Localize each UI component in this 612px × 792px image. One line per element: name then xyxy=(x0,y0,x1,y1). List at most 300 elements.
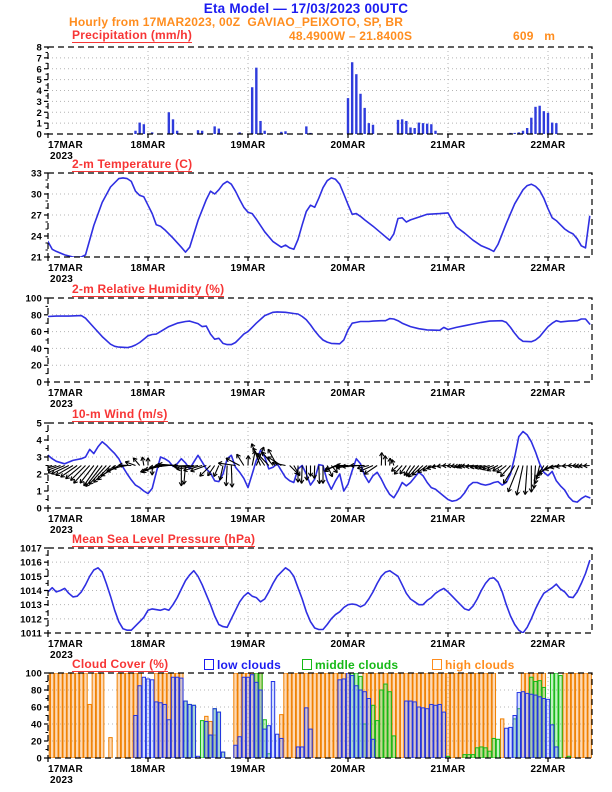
low-cloud-bar xyxy=(213,709,216,758)
rh_2m-line xyxy=(48,312,590,348)
y-tick-label: 100 xyxy=(25,293,42,305)
middle-cloud-bar xyxy=(496,739,499,758)
precip-bar xyxy=(363,108,365,134)
high-cloud-bar xyxy=(117,673,120,758)
high-cloud-bar xyxy=(575,673,578,758)
low-cloud-bar xyxy=(155,702,158,758)
y-tick-label: 1 xyxy=(36,118,42,130)
precip-bar xyxy=(168,112,170,134)
wind-arrow xyxy=(534,466,536,489)
high-cloud-bar xyxy=(488,673,491,758)
x-tick-label: 21MAR xyxy=(430,263,466,274)
precip-bar xyxy=(434,131,436,134)
wind-arrow xyxy=(525,466,527,495)
y-tick-label: 1011 xyxy=(20,628,42,640)
x-tick-label: 22MAR xyxy=(530,764,566,775)
low-cloud-bar xyxy=(192,705,195,758)
x-tick-label: 18MAR xyxy=(130,514,166,525)
middle-cloud-bar xyxy=(492,738,495,758)
y-tick-label: 1 xyxy=(36,486,42,498)
middle-cloud-bar xyxy=(388,692,391,758)
plot-border xyxy=(48,298,592,382)
y-tick-label: 5 xyxy=(36,418,42,430)
precip-bar xyxy=(259,121,261,134)
y-tick-label: 1013 xyxy=(20,600,42,612)
low-cloud-bar xyxy=(509,727,512,758)
precip-bar xyxy=(143,124,145,134)
high-cloud-bar xyxy=(63,673,66,758)
y-tick-label: 27 xyxy=(31,210,42,222)
x-tick-label: 17MAR xyxy=(48,140,83,151)
low-cloud-bar xyxy=(205,721,208,758)
wind-arrow-head xyxy=(264,447,265,451)
x-tick-label: 19MAR xyxy=(230,140,266,151)
low-cloud-bar xyxy=(242,677,245,758)
x-tick-label: 20MAR xyxy=(330,514,366,525)
high-cloud-bar xyxy=(75,673,78,758)
low-cloud-bar xyxy=(421,708,424,758)
x-tick-label: 21MAR xyxy=(430,140,466,151)
x-tick-label: 17MAR xyxy=(48,514,83,525)
y-tick-label: 33 xyxy=(31,168,42,180)
x-year-label: 2023 xyxy=(50,399,74,410)
x-tick-label: 17MAR xyxy=(48,639,83,650)
x-tick-label: 21MAR xyxy=(430,388,466,399)
temperature_2m-line xyxy=(48,178,590,257)
y-tick-label: 80 xyxy=(31,685,42,697)
mslp-line xyxy=(48,561,590,633)
panel-title-temperature: 2-m Temperature (C) xyxy=(72,157,193,171)
y-tick-label: 1015 xyxy=(20,571,42,583)
x-tick-label: 22MAR xyxy=(530,639,566,650)
y-tick-label: 100 xyxy=(25,668,42,680)
low-cloud-bar xyxy=(280,738,283,758)
precip-bar xyxy=(547,113,549,134)
high-cloud-bar xyxy=(55,673,58,758)
middle-cloud-bar xyxy=(380,690,383,758)
low-cloud-bar xyxy=(338,680,341,758)
x-tick-label: 22MAR xyxy=(530,514,566,525)
x-year-label: 2023 xyxy=(50,151,74,162)
precip-bar xyxy=(218,129,220,134)
low-cloud-bar xyxy=(525,693,528,758)
panel-title-wind: 10-m Wind (m/s) xyxy=(72,407,168,421)
precip-bar xyxy=(430,124,432,134)
middle-cloud-bar xyxy=(484,748,487,758)
low-cloud-bar xyxy=(405,701,408,758)
low-cloud-bar xyxy=(159,703,162,758)
high-cloud-bar xyxy=(455,673,458,758)
y-tick-label: 80 xyxy=(31,310,42,322)
station-coordinates: 48.4900W – 21.8400S xyxy=(289,29,413,43)
panel-title-precipitation: Precipitation (mm/h) xyxy=(72,28,193,42)
low-cloud-bar xyxy=(234,745,237,758)
wind-arrow-head xyxy=(218,462,222,464)
high-cloud-bar xyxy=(130,673,133,758)
y-tick-label: 40 xyxy=(31,719,42,731)
x-year-label: 2023 xyxy=(50,274,74,285)
x-tick-label: 19MAR xyxy=(230,764,266,775)
low-cloud-bar xyxy=(346,673,349,758)
precip-bar xyxy=(359,94,361,134)
precip-bar xyxy=(138,123,140,134)
legend-high-clouds xyxy=(432,659,515,671)
wind-arrow-head xyxy=(27,469,31,470)
low-cloud-bar xyxy=(275,734,278,758)
high-cloud-bar xyxy=(125,673,128,758)
high-cloud-bar xyxy=(100,673,103,758)
low-cloud-bar xyxy=(367,699,370,759)
high-cloud-bar xyxy=(396,673,399,758)
panel-title-humidity: 2-m Relative Humidity (%) xyxy=(72,282,225,296)
x-tick-label: 17MAR xyxy=(48,764,83,775)
wind-arrow xyxy=(226,466,227,486)
x-year-label: 2023 xyxy=(50,525,74,536)
wind-arrow-head xyxy=(125,461,129,462)
x-tick-label: 20MAR xyxy=(330,639,366,650)
high-cloud-bar xyxy=(450,673,453,758)
y-tick-label: 3 xyxy=(36,96,42,108)
y-tick-label: 60 xyxy=(31,702,42,714)
low-cloud-bar xyxy=(150,680,153,758)
high-cloud-bar xyxy=(500,719,503,758)
x-tick-label: 19MAR xyxy=(230,639,266,650)
precip-bar xyxy=(418,123,420,134)
middle-cloud-bar xyxy=(480,747,483,758)
low-clouds-swatch-icon xyxy=(204,659,214,670)
precip-bar xyxy=(368,123,370,134)
low-cloud-bar xyxy=(417,707,420,758)
high-cloud-bar xyxy=(467,673,470,758)
low-cloud-bar xyxy=(342,679,345,758)
high-cloud-bar xyxy=(580,673,583,758)
y-tick-label: 24 xyxy=(31,231,42,243)
precip-bar xyxy=(538,106,540,134)
high-cloud-bar xyxy=(96,673,99,758)
high-cloud-bar xyxy=(484,673,487,758)
y-tick-label: 30 xyxy=(31,189,42,201)
x-tick-label: 18MAR xyxy=(130,388,166,399)
high-cloud-bar xyxy=(446,673,449,758)
low-cloud-bar xyxy=(296,747,299,758)
wind-arrow xyxy=(508,466,519,492)
low-cloud-bar xyxy=(142,677,145,758)
panel-title-pressure: Mean Sea Level Pressure (hPa) xyxy=(72,532,256,546)
wind-arrow-head xyxy=(32,467,35,470)
y-tick-label: 6 xyxy=(36,64,42,76)
high-clouds-swatch-icon xyxy=(432,659,442,670)
high-cloud-bar xyxy=(313,673,316,758)
precip-bar xyxy=(405,121,407,134)
low-cloud-bar xyxy=(134,716,137,759)
y-tick-label: 1016 xyxy=(20,557,42,569)
high-cloud-bar xyxy=(284,673,287,758)
precip-bar xyxy=(134,131,136,134)
y-tick-label: 60 xyxy=(31,327,42,339)
low-cloud-bar xyxy=(542,699,545,759)
high-cloud-bar xyxy=(588,673,591,758)
low-cloud-bar xyxy=(309,729,312,758)
panel-title-cloud-cover: Cloud Cover (%) xyxy=(72,657,169,671)
low-cloud-bar xyxy=(413,702,416,758)
low-cloud-bar xyxy=(363,692,366,758)
low-cloud-bar xyxy=(513,716,516,759)
low-cloud-bar xyxy=(550,725,553,758)
precip-bar xyxy=(213,126,215,134)
high-cloud-bar xyxy=(84,673,87,758)
y-tick-label: 5 xyxy=(36,75,42,87)
low-cloud-bar xyxy=(146,679,149,758)
precip-bar xyxy=(397,120,399,134)
high-cloud-bar xyxy=(471,673,474,758)
y-tick-label: 20 xyxy=(31,360,42,372)
low-cloud-bar xyxy=(305,708,308,758)
low-cloud-bar xyxy=(167,720,170,758)
high-cloud-bar xyxy=(292,673,295,758)
middle-cloud-bar xyxy=(471,755,474,758)
low-cloud-bar xyxy=(555,747,558,758)
low-cloud-bar xyxy=(188,704,191,758)
precip-bar xyxy=(551,123,553,134)
low-cloud-bar xyxy=(359,690,362,758)
y-tick-label: 4 xyxy=(36,86,42,97)
low-cloud-bar xyxy=(434,705,437,758)
y-tick-label: 0 xyxy=(36,377,42,389)
y-tick-label: 40 xyxy=(31,343,42,355)
middle-cloud-bar xyxy=(392,736,395,758)
low-cloud-bar xyxy=(534,695,537,758)
wind-arrow-head xyxy=(515,491,516,495)
low-cloud-bar xyxy=(171,677,174,758)
high-cloud-bar xyxy=(121,673,124,758)
precip-bar xyxy=(305,126,307,134)
x-tick-label: 21MAR xyxy=(430,764,466,775)
middle-cloud-bar xyxy=(384,684,387,758)
precip-bar xyxy=(372,125,374,134)
x-tick-label: 22MAR xyxy=(530,140,566,151)
x-tick-label: 21MAR xyxy=(430,514,466,525)
high-cloud-bar xyxy=(567,673,570,758)
x-year-label: 2023 xyxy=(50,650,74,661)
y-tick-label: 8 xyxy=(36,42,42,54)
wind-arrow xyxy=(319,466,320,484)
y-tick-label: 0 xyxy=(36,503,42,515)
y-tick-label: 1012 xyxy=(20,614,42,626)
high-cloud-bar xyxy=(296,673,299,758)
wind-arrow xyxy=(302,466,303,484)
wind-arrow xyxy=(306,466,307,481)
legend-middle-clouds xyxy=(302,659,398,671)
low-cloud-bar xyxy=(255,682,258,758)
legend-low-clouds xyxy=(204,659,281,671)
wind-arrow-head xyxy=(508,488,509,492)
y-tick-label: 7 xyxy=(36,53,42,65)
high-cloud-bar xyxy=(571,673,574,758)
low-cloud-bar xyxy=(238,737,241,758)
legend-low-clouds-label: low clouds xyxy=(217,658,282,672)
x-year-label: 2023 xyxy=(50,775,74,786)
x-tick-label: 22MAR xyxy=(530,263,566,274)
y-tick-label: 2 xyxy=(36,469,42,481)
low-cloud-bar xyxy=(221,752,224,758)
high-cloud-bar xyxy=(88,704,91,758)
high-cloud-bar xyxy=(325,673,328,758)
wind-arrow-head xyxy=(86,482,87,486)
precip-bar xyxy=(251,87,253,134)
precip-bar xyxy=(401,119,403,134)
low-cloud-bar xyxy=(355,686,358,758)
precip-bar xyxy=(426,124,428,134)
low-cloud-bar xyxy=(430,704,433,758)
high-cloud-bar xyxy=(288,673,291,758)
low-cloud-bar xyxy=(538,697,541,758)
y-tick-label: 1017 xyxy=(20,543,42,555)
run-subtitle: Hourly from 17MAR2023, 00Z GAVIAO_PEIXOTO, SP, BR xyxy=(69,15,404,29)
middle-clouds-swatch-icon xyxy=(302,659,312,670)
high-cloud-bar xyxy=(71,673,74,758)
low-cloud-bar xyxy=(209,735,212,758)
x-tick-label: 18MAR xyxy=(130,140,166,151)
wind-arrow-head xyxy=(400,470,401,474)
wind-arrow-head xyxy=(80,479,81,483)
low-cloud-bar xyxy=(300,747,303,758)
low-cloud-bar xyxy=(267,726,270,758)
low-cloud-bar xyxy=(530,694,533,758)
high-cloud-bar xyxy=(321,673,324,758)
low-cloud-bar xyxy=(184,701,187,758)
high-cloud-bar xyxy=(50,673,53,758)
x-tick-label: 21MAR xyxy=(430,639,466,650)
low-cloud-bar xyxy=(217,712,220,758)
station-elevation: 609 m xyxy=(513,29,556,43)
wind-arrow-head xyxy=(219,476,220,480)
wind-arrow xyxy=(231,466,232,488)
low-cloud-bar xyxy=(246,677,249,758)
low-cloud-bar xyxy=(521,692,524,758)
high-cloud-bar xyxy=(459,673,462,758)
precip-bar xyxy=(413,128,415,134)
low-cloud-bar xyxy=(175,677,178,758)
x-tick-label: 20MAR xyxy=(330,263,366,274)
low-cloud-bar xyxy=(371,739,374,758)
high-cloud-bar xyxy=(475,673,478,758)
low-cloud-bar xyxy=(546,699,549,758)
high-cloud-bar xyxy=(92,673,95,758)
x-tick-label: 18MAR xyxy=(130,764,166,775)
wind-arrow-head xyxy=(43,472,47,473)
x-tick-label: 22MAR xyxy=(530,388,566,399)
high-cloud-bar xyxy=(109,738,112,758)
x-tick-label: 20MAR xyxy=(330,764,366,775)
y-tick-label: 21 xyxy=(31,252,42,264)
middle-cloud-bar xyxy=(488,751,491,758)
low-cloud-bar xyxy=(180,678,183,758)
high-cloud-bar xyxy=(480,673,483,758)
precip-bar xyxy=(543,111,545,134)
middle-cloud-bar xyxy=(375,721,378,758)
y-tick-label: 1014 xyxy=(20,586,42,597)
high-cloud-bar xyxy=(67,673,70,758)
wind-arrow xyxy=(517,466,523,496)
high-cloud-bar xyxy=(59,673,62,758)
x-tick-label: 17MAR xyxy=(48,263,83,274)
high-cloud-bar xyxy=(584,673,587,758)
middle-cloud-bar xyxy=(475,748,478,758)
low-cloud-bar xyxy=(350,676,353,758)
x-tick-label: 18MAR xyxy=(130,639,166,650)
wind-arrow-head xyxy=(43,469,46,472)
high-cloud-bar xyxy=(400,673,403,758)
x-tick-label: 17MAR xyxy=(48,388,83,399)
legend-high-clouds-label: high clouds xyxy=(445,658,515,672)
low-cloud-bar xyxy=(505,728,508,758)
precip-bar xyxy=(347,98,349,134)
precip-bar xyxy=(534,107,536,134)
page-title: Eta Model — 17/03/2023 00UTC xyxy=(203,1,409,16)
y-tick-label: 4 xyxy=(36,435,42,447)
high-cloud-bar xyxy=(80,673,83,758)
precip-bar xyxy=(526,128,528,134)
precip-bar xyxy=(409,127,411,134)
precip-bar xyxy=(555,123,557,134)
x-tick-label: 19MAR xyxy=(230,263,266,274)
middle-cloud-bar xyxy=(555,673,558,758)
low-cloud-bar xyxy=(425,709,428,758)
precip-bar xyxy=(355,74,357,134)
middle-cloud-bar xyxy=(200,721,203,758)
low-cloud-bar xyxy=(163,704,166,758)
precip-bar xyxy=(263,131,265,134)
x-tick-label: 19MAR xyxy=(230,514,266,525)
y-tick-label: 2 xyxy=(36,107,42,119)
x-tick-label: 20MAR xyxy=(330,140,366,151)
low-cloud-bar xyxy=(250,675,253,758)
y-tick-label: 3 xyxy=(36,452,42,464)
low-cloud-bar xyxy=(138,686,141,758)
precip-bar xyxy=(530,118,532,134)
x-tick-label: 18MAR xyxy=(130,263,166,274)
middle-cloud-bar xyxy=(559,676,562,758)
y-tick-label: 20 xyxy=(31,736,42,748)
low-cloud-bar xyxy=(438,704,441,758)
x-tick-label: 20MAR xyxy=(330,388,366,399)
high-cloud-bar xyxy=(334,673,337,758)
low-cloud-bar xyxy=(442,712,445,758)
low-cloud-bar xyxy=(263,729,266,758)
wind-arrow-head xyxy=(27,467,30,470)
y-tick-label: 0 xyxy=(36,129,42,141)
precip-bar xyxy=(513,133,515,134)
low-cloud-bar xyxy=(409,701,412,758)
precip-bar xyxy=(172,119,174,134)
precip-bar xyxy=(422,123,424,134)
precip-bar xyxy=(351,62,353,134)
y-tick-label: 0 xyxy=(36,753,42,765)
precip-bar xyxy=(284,131,286,134)
high-cloud-bar xyxy=(563,673,566,758)
precip-bar xyxy=(255,68,257,134)
low-cloud-bar xyxy=(271,682,274,759)
low-cloud-bar xyxy=(517,693,520,758)
high-cloud-bar xyxy=(330,673,333,758)
high-cloud-bar xyxy=(317,673,320,758)
legend-middle-clouds-label: middle clouds xyxy=(315,658,399,672)
high-cloud-bar xyxy=(463,673,466,758)
low-cloud-bar xyxy=(259,690,262,758)
high-cloud-bar xyxy=(300,673,303,758)
wind-arrow-head xyxy=(406,472,407,476)
x-tick-label: 19MAR xyxy=(230,388,266,399)
